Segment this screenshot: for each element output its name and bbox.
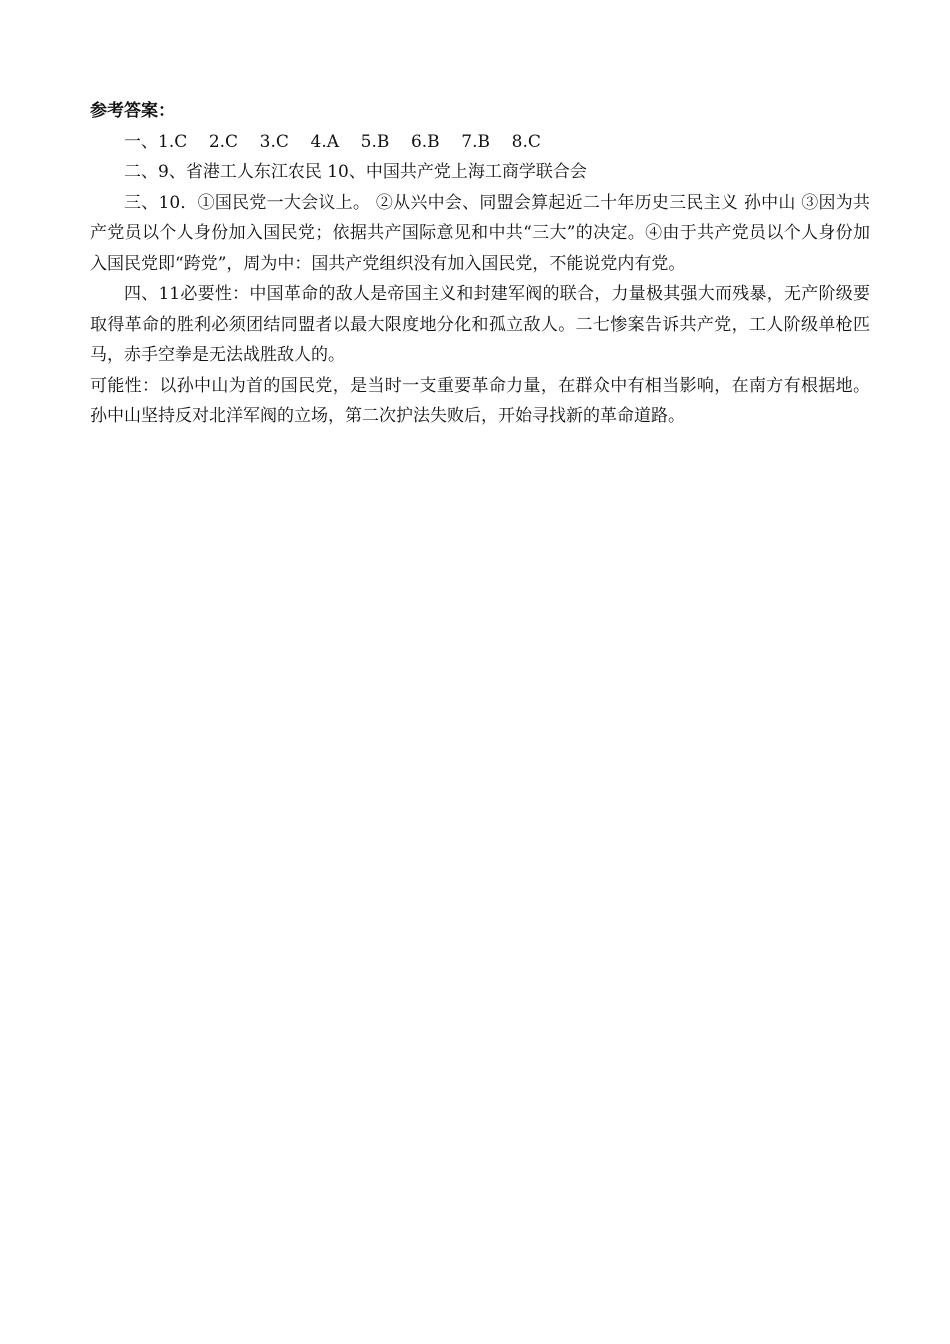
- section-3-answers: 三、10．①国民党一大会议上。 ②从兴中会、同盟会算起近二十年历史三民主义 孙中山 ③因为共产党员以个人身份加入国民党；依据共产国际意见和中共“三大”的决定。④由于共产党员以个人身份加入国民党即“跨党”，周为中：国共产党组织没有加入国民党，不能说党内有党。: [90, 192, 870, 274]
- answers-heading: 参考答案：: [90, 101, 175, 121]
- section-1-answers: [90, 127, 870, 158]
- section-4-necessity: 四、11必要性：中国革命的敌人是帝国主义和封建军阀的联合，力量极其强大而残暴，无产阶级要取得革命的胜利必须团结同盟者以最大限度地分化和孤立敌人。二七惨案告诉共产党，工人阶级单枪匹马，赤手空拳是无法战胜敌人的。: [90, 284, 870, 365]
- section-2-answers: 二、9、省港工人东江农民 10、中国共产党上海工商学联合会: [124, 162, 587, 182]
- section-4-possibility: 可能性：以孙中山为首的国民党，是当时一支重要革命力量，在群众中有相当影响，在南方有根据地。孙中山坚持反对北洋军阀的立场，第二次护法失败后，开始寻找新的革命道路。: [90, 375, 870, 426]
- section-1-prefix: 一、: [124, 131, 158, 152]
- section-1-choices: 1.C 2.C 3.C 4.A 5.B 6.B 7.B 8.C: [158, 131, 541, 152]
- answer-document: [90, 96, 870, 432]
